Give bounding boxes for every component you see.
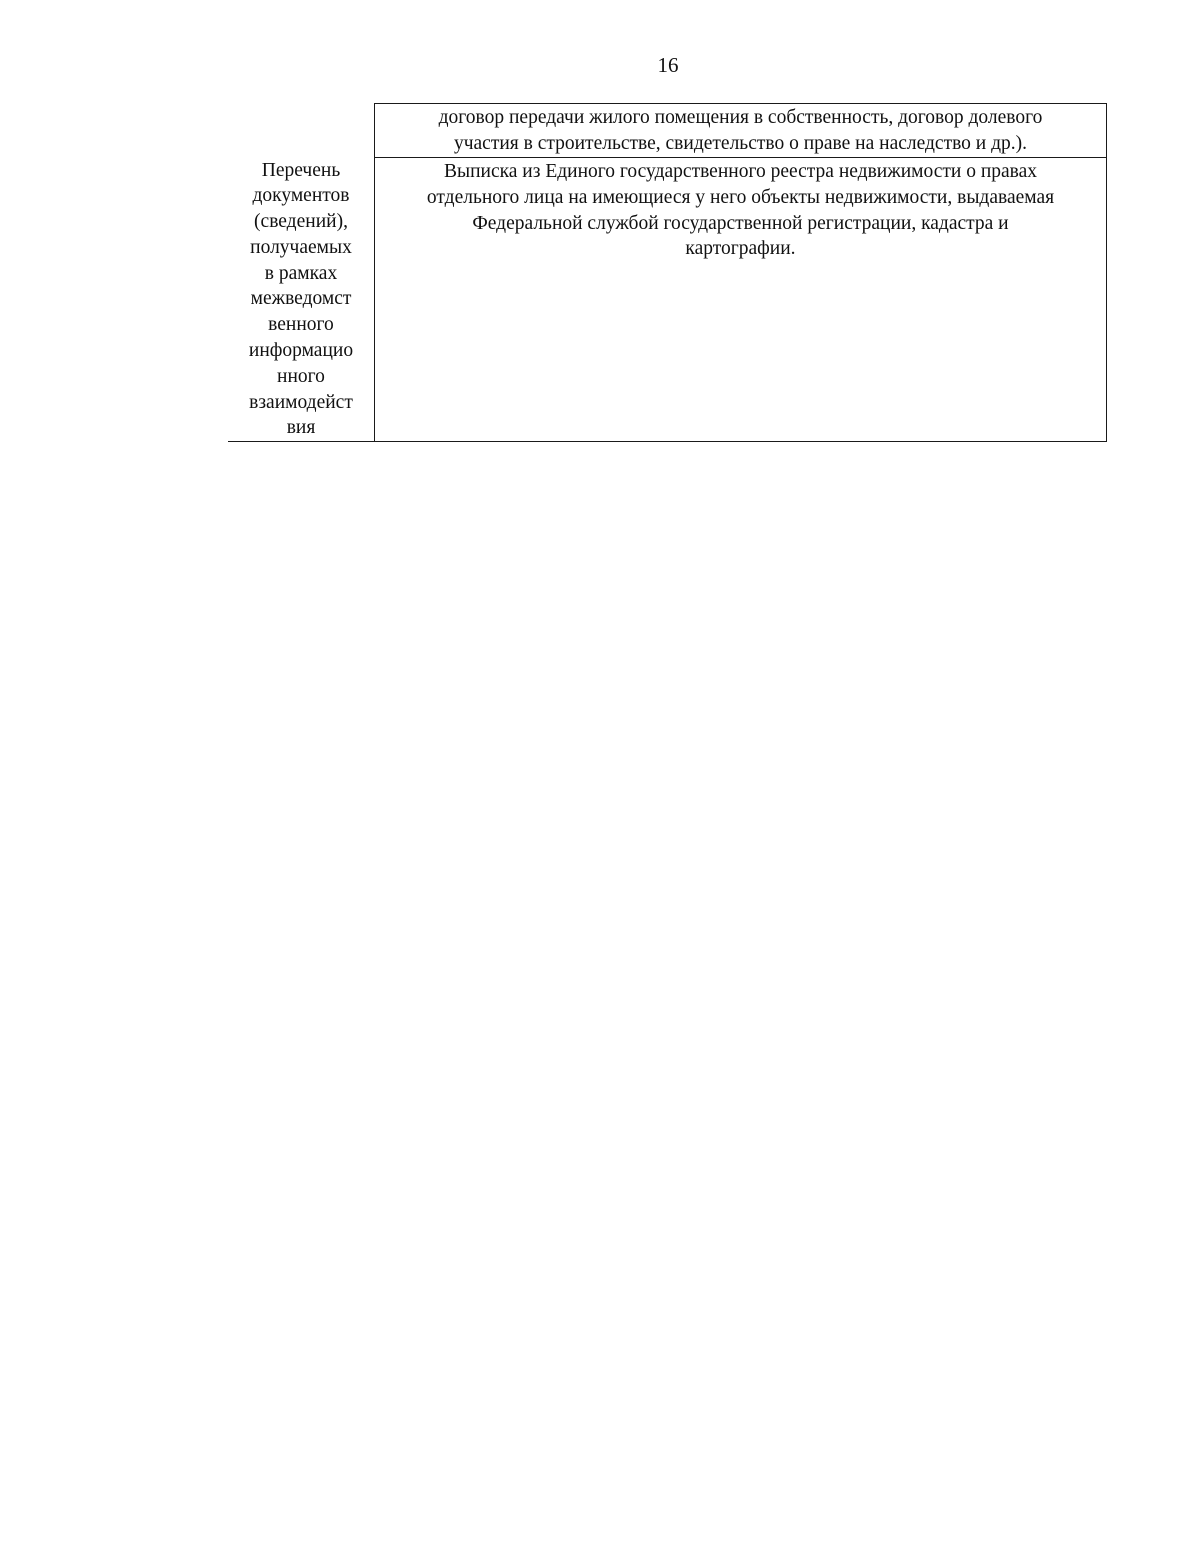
cell-text-line: отдельного лица на имеющиеся у него объекты недвижимости, выдаваемая (426, 186, 1055, 208)
row-label-line: документов (252, 185, 350, 207)
cell-text-line: договор передачи жилого помещения в собственность, договор долевого (438, 107, 1043, 128)
row-label-line: (сведений), (254, 211, 348, 233)
interagency-documents-cell (375, 158, 1107, 442)
documents-table (228, 103, 1107, 442)
row-label-line: информацио (248, 340, 354, 362)
row-label-line: венного (268, 314, 334, 336)
row-label-line: в рамках (264, 262, 338, 284)
row-label-line: нного (277, 365, 325, 387)
cell-text-line: картографии. (685, 238, 796, 260)
row-label-line: взаимодейст (249, 391, 353, 413)
page-number: 16 (657, 53, 679, 77)
row-label-cell (228, 104, 375, 442)
cell-text-line: Выписка из Единого государственного реестра недвижимости о правах (443, 161, 1038, 182)
row-label-line: вия (286, 417, 316, 439)
row-label-line: получаемых (250, 236, 352, 258)
row-label-line: Перечень (261, 159, 341, 181)
continued-documents-cell (375, 104, 1107, 158)
table-row (228, 104, 1107, 158)
cell-text-line: Федеральной службой государственной регистрации, кадастра и (472, 212, 1009, 234)
row-label-line: межведомст (250, 288, 352, 310)
cell-text-line: участия в строительстве, свидетельство о праве на наследство и др.). (453, 132, 1028, 154)
